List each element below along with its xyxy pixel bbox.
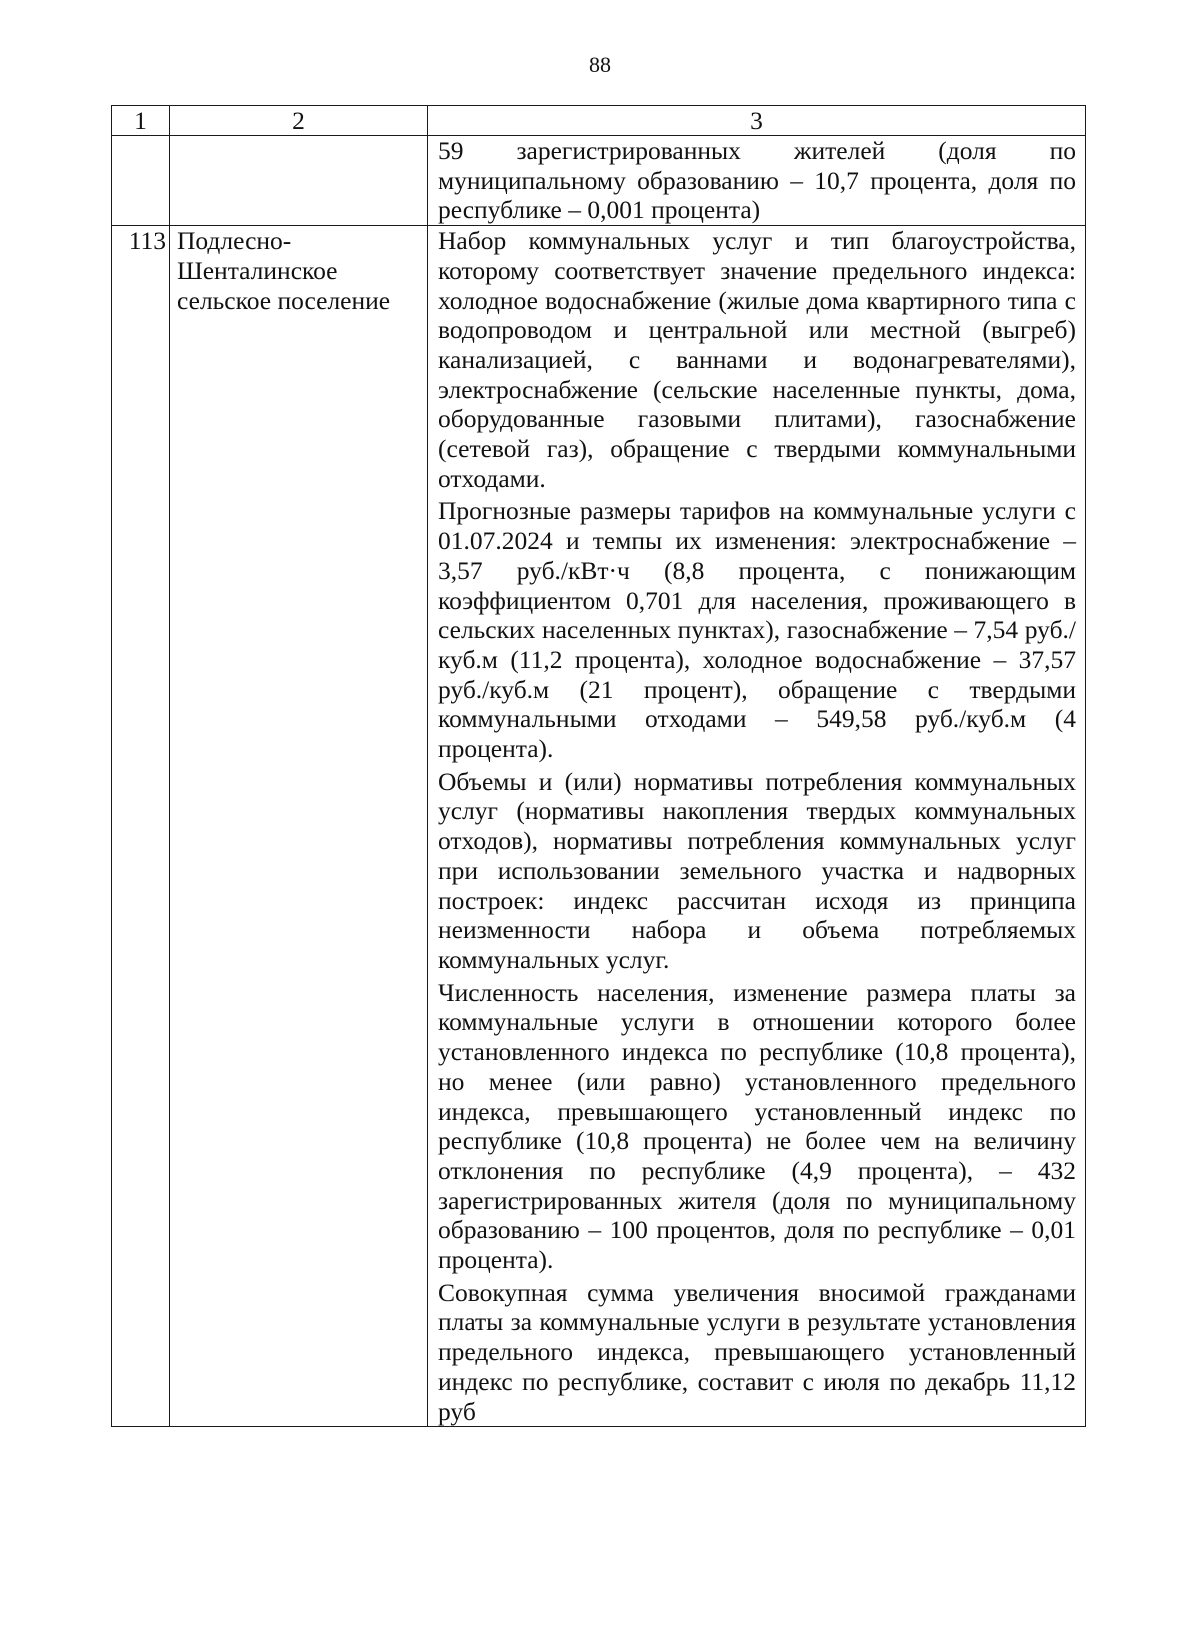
header-cell-2: 2 <box>170 106 428 136</box>
tariffs-paragraph: Прогнозные размеры тарифов на коммунальные услуги с 01.07.2024 и темпы их изменения: электроснабжение – 3,57 руб./кВт·ч (8,8 процента, с понижающим коэффициентом 0,701 для населения, проживающего в сельских населенных пунктах), газоснабжение – 7,54 руб./куб.м (11,2 процента), холодное водоснабжение – 37,57 руб./куб.м (21 процент), обращение с твердыми коммунальными отходами – 549,58 руб./куб.м (4 процента). <box>438 496 1076 764</box>
table-header-row <box>112 106 1086 136</box>
total-increase-paragraph: Совокупная сумма увеличения вносимой гражданами платы за коммунальные услуги в результате установления предельного индекса, превышающего установленный индекс по республике, составит с июля по декабрь 11,12 руб <box>438 1277 1076 1426</box>
table-row-continuation <box>112 136 1086 226</box>
services-set-paragraph: Набор коммунальных услуг и тип благоустройства, которому соответствует значение предельного индекса: холодное водоснабжение (жилые дома квартирного типа с водопроводом и центральной или местной (выгреб) канализацией, с ваннами и водонагревателями), электроснабжение (сельские населенные пункты, дома, оборудованные газовыми плитами), газоснабжение (сетевой газ), обращение с твердыми коммунальными отходами. <box>438 226 1076 493</box>
description-cell <box>428 226 1086 1427</box>
settlement-name-cell: Подлесно-Шенталинское сельское поселение <box>170 226 428 1427</box>
continuation-paragraph: 59 зарегистрированных жителей (доля по муниципальному образованию – 10,7 процента, доля по республике – 0,001 процента) <box>438 136 1076 225</box>
description-cell <box>428 136 1086 226</box>
page-number: 88 <box>589 52 611 77</box>
table-row-113 <box>112 226 1086 1427</box>
document-table <box>111 105 1086 1427</box>
header-cell-1: 1 <box>112 106 170 136</box>
header-cell-3: 3 <box>428 106 1086 136</box>
population-paragraph: Численность населения, изменение размера платы за коммунальные услуги в отношении которого более установленного индекса по республике (10,8 процента), но менее (или равно) установленного предельного индекса, превышающего установленный индекс по республике (10,8 процента) не более чем на величину отклонения по республике (4,9 процента), – 432 зарегистрированных жителя (доля по муниципальному образованию – 100 процентов, доля по республике – 0,01 процента). <box>438 977 1076 1275</box>
settlement-name-cell <box>170 136 428 226</box>
consumption-norms-paragraph: Объемы и (или) нормативы потребления коммунальных услуг (нормативы накопления твердых коммунальных отходов), нормативы потребления коммунальных услуг при использовании земельного участка и надворных построек: индекс рассчитан исходя из принципа неизменности набора и объема потребляемых коммунальных услуг. <box>438 766 1076 974</box>
row-number-cell: 113 <box>112 226 170 1427</box>
row-number-cell <box>112 136 170 226</box>
